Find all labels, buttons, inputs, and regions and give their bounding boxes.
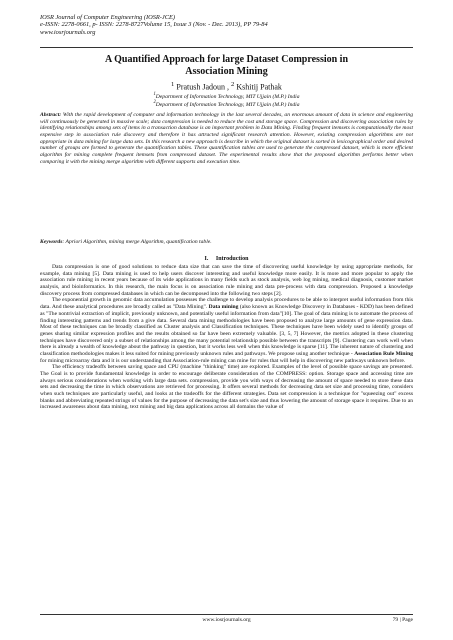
affiliations bbox=[40, 92, 413, 109]
paragraph-2 bbox=[40, 297, 413, 364]
title-line-1: A Quantified Approach for large Dataset Compression in bbox=[104, 54, 349, 65]
paragraph-1: Data compression is one of good solutions to reduce data size that can save the time of discovering useful knowledge by using appropriate methods, for example, data mining [5]. Data mining is used to help users discover interesting and useful knowledge more easily. It is more and more popular to apply the association rule mining in recent years because of its wide applications in many fields such as stock analysis, web log mining, medical diagnosis, customer market analysis, and bioinformatics. In this research, the main focus is on association rule mining and data pre-process with data compression. Proposed a knowledge discovery process from compressed databases in which can be decomposed into the following two steps [2]. bbox=[40, 264, 413, 297]
author-1-sup: 1 bbox=[171, 81, 175, 88]
affiliation-1-text: Department of Information Technology, MIT Ujjain (M.P.) India bbox=[155, 93, 300, 100]
author-list bbox=[40, 80, 413, 92]
affiliation-1 bbox=[40, 92, 413, 100]
journal-header bbox=[40, 14, 268, 36]
author-1: Pratush Jadoun , bbox=[176, 82, 230, 92]
section-heading bbox=[40, 256, 413, 262]
affiliation-2-sup: 2 bbox=[153, 100, 156, 106]
journal-website: www.iosrjournals.org bbox=[40, 28, 96, 36]
keywords-label: Keywords bbox=[40, 239, 63, 245]
affiliation-1-sup: 1 bbox=[153, 92, 156, 97]
affiliation-2-text: Department of Information Technology, MIT Ujjain (M.P.) India bbox=[155, 102, 300, 109]
footer-divider bbox=[40, 614, 413, 615]
paragraph-2-part-a: The exponential growth in genomic data accumulation possesses the challenge to develop analysis procedures to be able to interpret useful information from this data. And these analytical procedures are broadly called as "Data Mining". bbox=[40, 297, 413, 311]
footer-url[interactable]: www.iosrjournals.org bbox=[202, 617, 251, 623]
paragraph-2-part-b: (also known as Knowledge Discovery in Databases - KDD) has been defined as "The nontrivial extraction of implicit, previously unknown, and potentially useful information from data"[10]. The goal of data mining is to automate the process of finding interesting patterns and trends from a give data. Several data mining methodologies have been proposed to analyze large amounts of gene expression data. Most of these techniques can be broadly classified as Cluster analysis and Classification techniques. These techniques have been widely used to identify groups of genes sharing similar expression profiles and the results obtained so far have been extremely valuable. [3, 5, 7] However, the metrics adopted in these clustering techniques have discovered only a subset of relationships among the many potential relationship possible between the transcripts [9]. Clustering can work well when there is already a wealth of knowledge about the pathway in question, but it works less well when this knowledge is sparse [11]. The inherent nature of clustering and classification methodologies makes it less suited for mining previously unknown rules and pathways. We propose using another technique - bbox=[40, 304, 413, 357]
data-mining-bold: Data mining bbox=[208, 304, 239, 311]
page-number: 79 | Page bbox=[392, 617, 413, 623]
keywords-text: : Apriori Algorithm, mining merge Algorithm, quantification table. bbox=[62, 239, 212, 245]
journal-name: IOSR Journal of Computer Engineering (IOSR-JCE) bbox=[40, 14, 176, 21]
association-rule-mining-bold: Association Rule Mining bbox=[354, 350, 413, 357]
paragraph-2-part-c: for mining microarray data and it is our understanding that Association-rule mining can mine for rules that will help in discovering new pathways unknown before. bbox=[40, 357, 406, 364]
body-text bbox=[40, 264, 413, 411]
title-line-2: Association Mining bbox=[185, 66, 268, 77]
author-2-sup: 2 bbox=[231, 81, 235, 88]
affiliation-2 bbox=[40, 100, 413, 108]
keywords bbox=[40, 239, 413, 246]
section-title: Introduction bbox=[215, 256, 249, 262]
abstract bbox=[40, 112, 413, 165]
paper-title bbox=[40, 54, 413, 78]
abstract-text: With the rapid development of computer and information technology in the last several decades, an enormous amount of data in science and engineering will continuously be generated in massive scale; data compression is needed to reduce the cost and storage space. Compression and discovering association rules by identifying relationships among sets of items in a transaction database is an important problem in Data Mining. Finding frequent itemsets is computationally the most expensive step in association rule discovery and therefore it has attracted significant research attention. However, existing compression algorithms are not appropriate in data mining for large data sets. In this research a new approach is describe in which the original dataset is sorted in lexicographical order and desired number of groups are formed to generate the quantification tables. These quantification tables are used to generate the compressed dataset, which is more efficient algorithm for mining complete frequent itemsets from compressed dataset. The experimental results show that the proposed algorithm performs better when comparing it with the mining merge algorithm with different supports and execution time. bbox=[40, 112, 413, 165]
author-2: Kshitij Pathak bbox=[236, 82, 282, 92]
header-divider bbox=[40, 47, 413, 48]
section-number: I. bbox=[204, 256, 209, 262]
issn-line: e-ISSN: 2278-0661, p- ISSN: 2278-8727Volume 15, Issue 3 (Nov. - Dec. 2013), PP 79-84 bbox=[40, 21, 268, 29]
paragraph-3: The efficiency tradeoffs between saving space and CPU (machine "thinking" time) are explored. Examples of the level of possible space savings are presented. The Goal is to provide fundamental knowledge in order to encourage deliberate consideration of the COMPRESS: option. Storage space and accessing time are always serious considerations when working with large data sets. compression, provide you with ways of decreasing the amount of space needed to store these data sets and decreasing the time in which observations are retrieved for processing. It offers several methods for decreasing data set size and processing time, considers when such techniques are particularly useful, and looks at the tradeoffs for the different strategies. Data set compression is a technique for "squeezing out" excess blanks and abbreviating repeated strings of values for the purpose of decreasing the data set's size and thus lowering the amount of storage space it requires. Due to an increased awareness about data mining, text mining and big data applications across all domains the value of bbox=[40, 364, 413, 411]
abstract-label: Abstract: bbox=[40, 112, 62, 118]
